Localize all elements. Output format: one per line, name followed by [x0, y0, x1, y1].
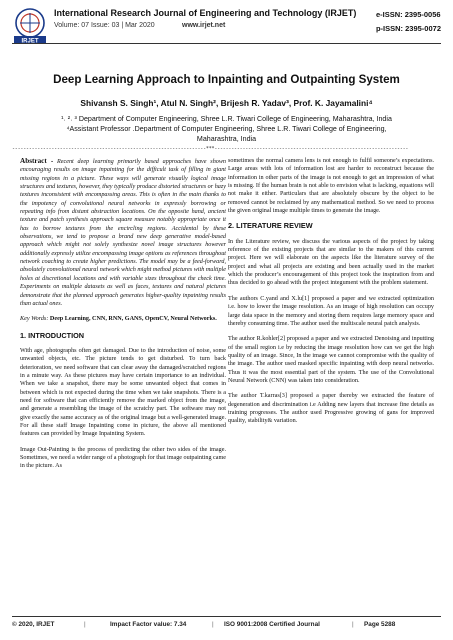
right-column — [228, 157, 434, 433]
paper-title: Deep Learning Approach to Inpainting and Outpainting System — [53, 73, 400, 86]
footer-copyright: © 2020, IRJET — [12, 621, 55, 628]
section-heading-literature-review: 2. LITERATURE REVIEW — [228, 221, 313, 231]
keywords — [20, 315, 226, 323]
footer-impact-factor: Impact Factor value: 7.34 — [110, 621, 187, 628]
section-separator: ---------------------------------------------------------------------***--------------------------------------------------------------------- — [12, 146, 409, 152]
issn-block — [376, 8, 441, 36]
paragraph: sometimes the normal camera lens is not enough to fulfil someone’s expectations. Large areas with lots of information lost are harder to reconstruct because the information in other parts of the image is not enough to get an impression of what is missing. If the human brain is not able to envision what is lacking, equations will not make it either. Particulars that are absolutely obscure by the object to be removed cannot be reclaimed by any mathematical method. So we need to process the given original image multiple times to generate the image. — [228, 158, 434, 215]
affiliation-line: ¹˒ ²˒ ³ Department of Computer Engineering, Shree L.R. Tiwari College of Engineering, Maharashtra, India — [61, 115, 392, 123]
footer-divider — [12, 616, 441, 617]
journal-name: International Research Journal of Engineering and Technology (IRJET) — [54, 8, 357, 18]
journal-meta — [54, 22, 226, 29]
paragraph: Image Out-Painting is the process of predicting the other two sides of the image. Sometimes, we need a wider range of a photograph for that image outpainting came in the picture. As — [20, 446, 226, 470]
affiliation-line: ⁴Assistant Professor .Department of Computer Engineering, Shree L.R. Tiwari College of Engineering, — [66, 125, 387, 133]
pissn: p-ISSN: 2395-0072 — [375, 24, 441, 33]
paper-authors: Shivansh S. Singh¹, Atul N. Singh², Brijesh R. Yadav³, Prof. K. Jayamalini⁴ — [80, 98, 373, 108]
paragraph: With age, photographs often get damaged. Due to the introduction of noise, some unwanted objects, etc. The picture tends to get disturbed. To turn back deterioration, we need software that can clear away the damaged/scratched regions in a minute way. As these pictures may have certain importance to an individual. When we take a snapshot, there may be some unwanted object that comes in between which is not expected during the time when we take snapshots. There is a need for software that can efficiently remove the marked object from the image, and generate a resembling the image of the scratchy part. The software may not give exactly the same accuracy as of the original image but a well-generated image. For all these staff Image Inpainting come in picture, the above all mentioned features can provided by Image Inpainting System. — [20, 347, 226, 438]
paragraph: The author R.kohler[2] proposed a paper and we extracted Denoising and inputting of the small region i.e by reducing the image resolution how can we get the high quality of an image. Since, In the image we cannot compromise with the quality of the image. The author used masked specific inpainting with deep neural networks. Thus it was the most essential part of the system. The use of the Convolutional Neural Network (CNN) was taken into consideration. — [228, 336, 434, 384]
svg-text:IRJET: IRJET — [21, 38, 39, 45]
affiliations — [16, 114, 437, 144]
header-divider — [12, 43, 441, 44]
paragraph: The author T.karras[3] proposed a paper thereby we extracted the feature of degeneration and discrimination i.e Adding new layers that increase fine details as training progresses. The author used Progressive growing of gans for improved quality, stability& variation. — [228, 393, 434, 425]
footer-iso: ISO 9001:2008 Certified Journal — [224, 621, 320, 628]
eissn: e-ISSN: 2395-0056 — [375, 10, 441, 19]
paragraph: In the Literature review, we discuss the various aspects of the project by taking reference of the existing projects that are similar to the makers of this current project. Here we will elaborate on the aspects like the literature survey of the project and what all projects are existing and been actually used in the market which the producer’s encouragement of this project took the inspiration from and thus decided to go ahead with the project integument with the problem statement. — [228, 238, 434, 287]
journal-issue: Volume: 07 Issue: 03 | Mar 2020 — [54, 22, 155, 29]
journal-website[interactable]: www.irjet.net — [182, 22, 226, 29]
keywords-label: Key Words: — [20, 316, 49, 323]
footer-page-number: Page 5288 — [364, 621, 396, 628]
footer-divider-mark: | — [212, 621, 214, 628]
left-column — [20, 157, 226, 478]
abstract — [20, 157, 226, 308]
paragraph: The authors C.yand and X.lu[1] proposed a paper and we extracted optimization i.e. how to lower the image resolution. As an image of high resolution can occupy large data space in the memory and storing them requires large memory space and thereby consuming time. The author used the multiscale neural patch analysis. — [228, 295, 434, 327]
affiliation-line: Maharashtra, India — [196, 135, 257, 143]
abstract-label: Abstract - — [20, 157, 54, 165]
footer-divider-mark: | — [352, 621, 354, 628]
footer-divider-mark: | — [84, 621, 86, 628]
irjet-logo — [12, 7, 48, 45]
section-heading-introduction: 1. INTRODUCTION — [20, 330, 85, 340]
abstract-text: Recent deep learning primarily based approaches have shown encouraging results on image inpainting for the difficult task of filling in giant missing regions in a picture. These ways will generate visually logical image structures and textures, however, they typically produce distorted structures or hazy textures inconsistent with encompassing areas. This is often in the main thanks to the impotency of convolutional neural networks in expressly borrowing or repeating info from distant abstraction locations. On the opposite hand, ancient texture and patch synthesis approach square measure notably appropriate once it has to borrow textures from the encircling regions. Accidental by these observations, we tend to propose a brand new deep generative model-based approach which might not solely synthesize novel image structures however additionally expressly utilize encompassing image options as references throughout network coaching to create higher predictions. The model may be a feed-forward, absolutely convolutional neural network which might method pictures with multiple holes at discretional locations and with variable sizes throughout the check time. Experiments on multiple datasets as well as faces, textures and natural pictures demonstrate that the planned approach generates higher-quality inpainting results than actual ones. — [20, 159, 227, 307]
keywords-text: Deep Learning, CNN, RNN, GANS, OpenCV, Neural Networks. — [48, 316, 217, 323]
